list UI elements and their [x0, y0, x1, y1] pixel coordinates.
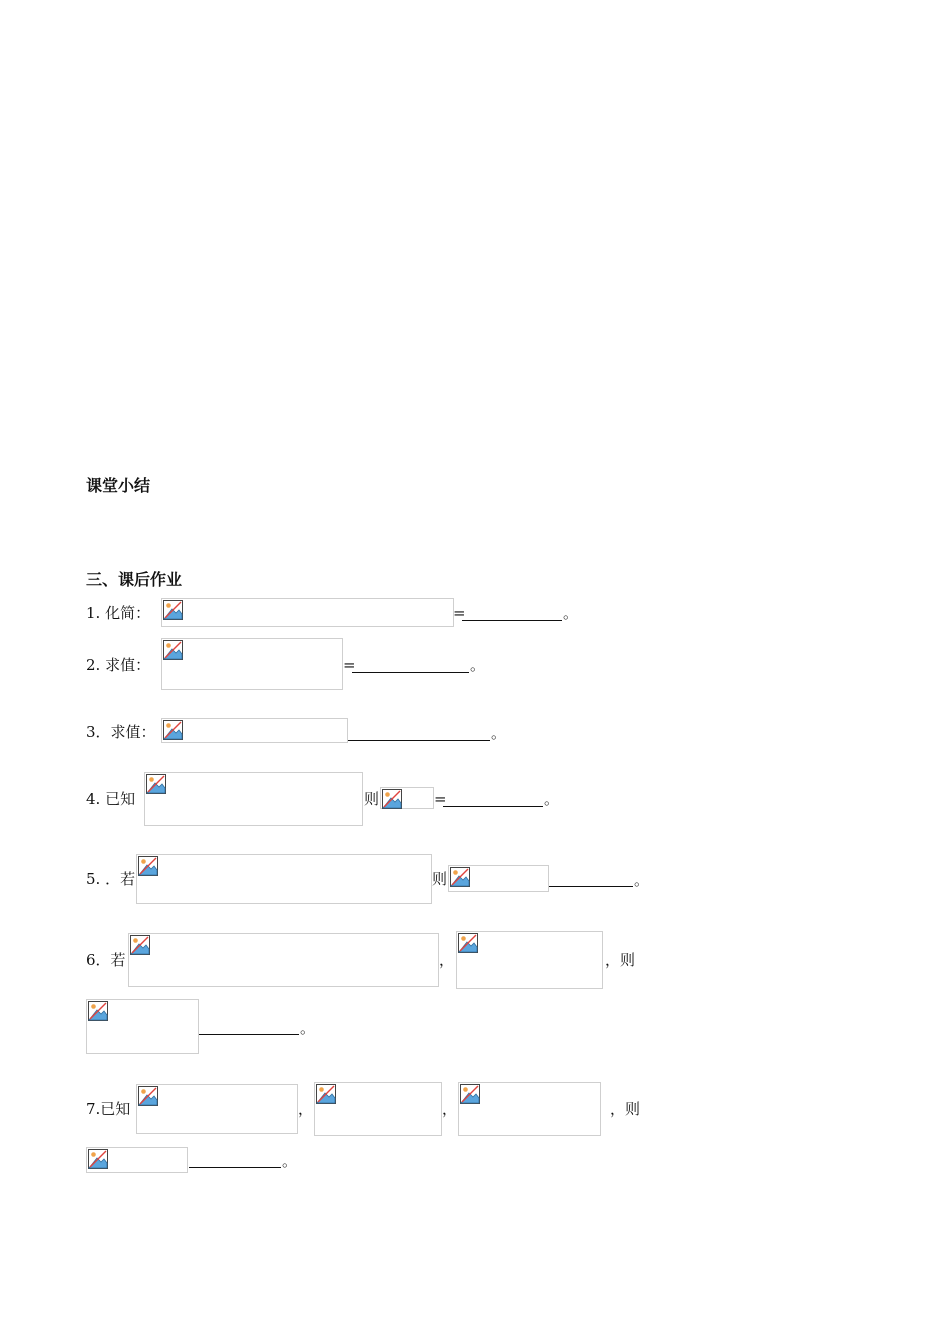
- formula-image: [161, 638, 343, 690]
- question-4-label: 4. 已知: [86, 790, 136, 808]
- period: 。: [470, 656, 486, 674]
- broken-image-icon: [163, 640, 183, 660]
- question-7-label: 7.已知: [86, 1100, 131, 1118]
- comma-then: ，则: [605, 951, 636, 969]
- question-5-label: 5. ．若: [86, 870, 136, 888]
- formula-image: [136, 1084, 298, 1134]
- broken-image-icon: [163, 720, 183, 740]
- broken-image-icon: [450, 867, 470, 887]
- formula-image: [136, 854, 432, 904]
- broken-image-icon: [382, 789, 402, 809]
- broken-image-icon: [146, 774, 166, 794]
- broken-image-icon: [460, 1084, 480, 1104]
- period: 。: [634, 871, 650, 889]
- broken-image-icon: [316, 1084, 336, 1104]
- homework-heading: 三、课后作业: [86, 570, 183, 589]
- period: 。: [282, 1152, 298, 1170]
- answer-blank[interactable]: [549, 886, 633, 887]
- answer-blank[interactable]: [348, 740, 490, 741]
- period: 。: [491, 724, 507, 742]
- answer-blank[interactable]: [199, 1034, 299, 1035]
- broken-image-icon: [458, 933, 478, 953]
- formula-image: [86, 1147, 188, 1173]
- question-3-label: 3．求值：: [86, 723, 156, 741]
- then-word: 则: [432, 870, 448, 888]
- broken-image-icon: [138, 856, 158, 876]
- broken-image-icon: [163, 600, 183, 620]
- then-word: 则: [364, 790, 380, 808]
- equals-sign: =: [453, 604, 466, 622]
- question-2-label: 2. 求值：: [86, 656, 151, 674]
- answer-blank[interactable]: [352, 672, 469, 673]
- formula-image: [448, 865, 549, 892]
- formula-image: [314, 1082, 442, 1136]
- period: 。: [563, 604, 579, 622]
- broken-image-icon: [138, 1086, 158, 1106]
- broken-image-icon: [88, 1001, 108, 1021]
- question-6-label: 6．若: [86, 951, 126, 969]
- formula-image: [86, 999, 199, 1054]
- answer-blank[interactable]: [189, 1167, 281, 1168]
- formula-image: [380, 787, 434, 809]
- comma: ，: [439, 951, 455, 969]
- equals-sign: =: [434, 790, 447, 808]
- formula-image: [144, 772, 363, 826]
- comma: ，: [442, 1100, 458, 1118]
- formula-image: [458, 1082, 601, 1136]
- answer-blank[interactable]: [443, 806, 543, 807]
- formula-image: [128, 933, 439, 987]
- period: 。: [300, 1019, 316, 1037]
- broken-image-icon: [130, 935, 150, 955]
- summary-heading: 课堂小结: [86, 476, 151, 495]
- answer-blank[interactable]: [462, 620, 562, 621]
- formula-image: [456, 931, 603, 989]
- comma: ，: [298, 1100, 314, 1118]
- formula-image: [161, 598, 454, 627]
- formula-image: [161, 718, 348, 743]
- period: 。: [544, 790, 560, 808]
- question-1-label: 1. 化简：: [86, 604, 151, 622]
- broken-image-icon: [88, 1149, 108, 1169]
- equals-sign: =: [343, 656, 356, 674]
- comma-then: ，则: [610, 1100, 641, 1118]
